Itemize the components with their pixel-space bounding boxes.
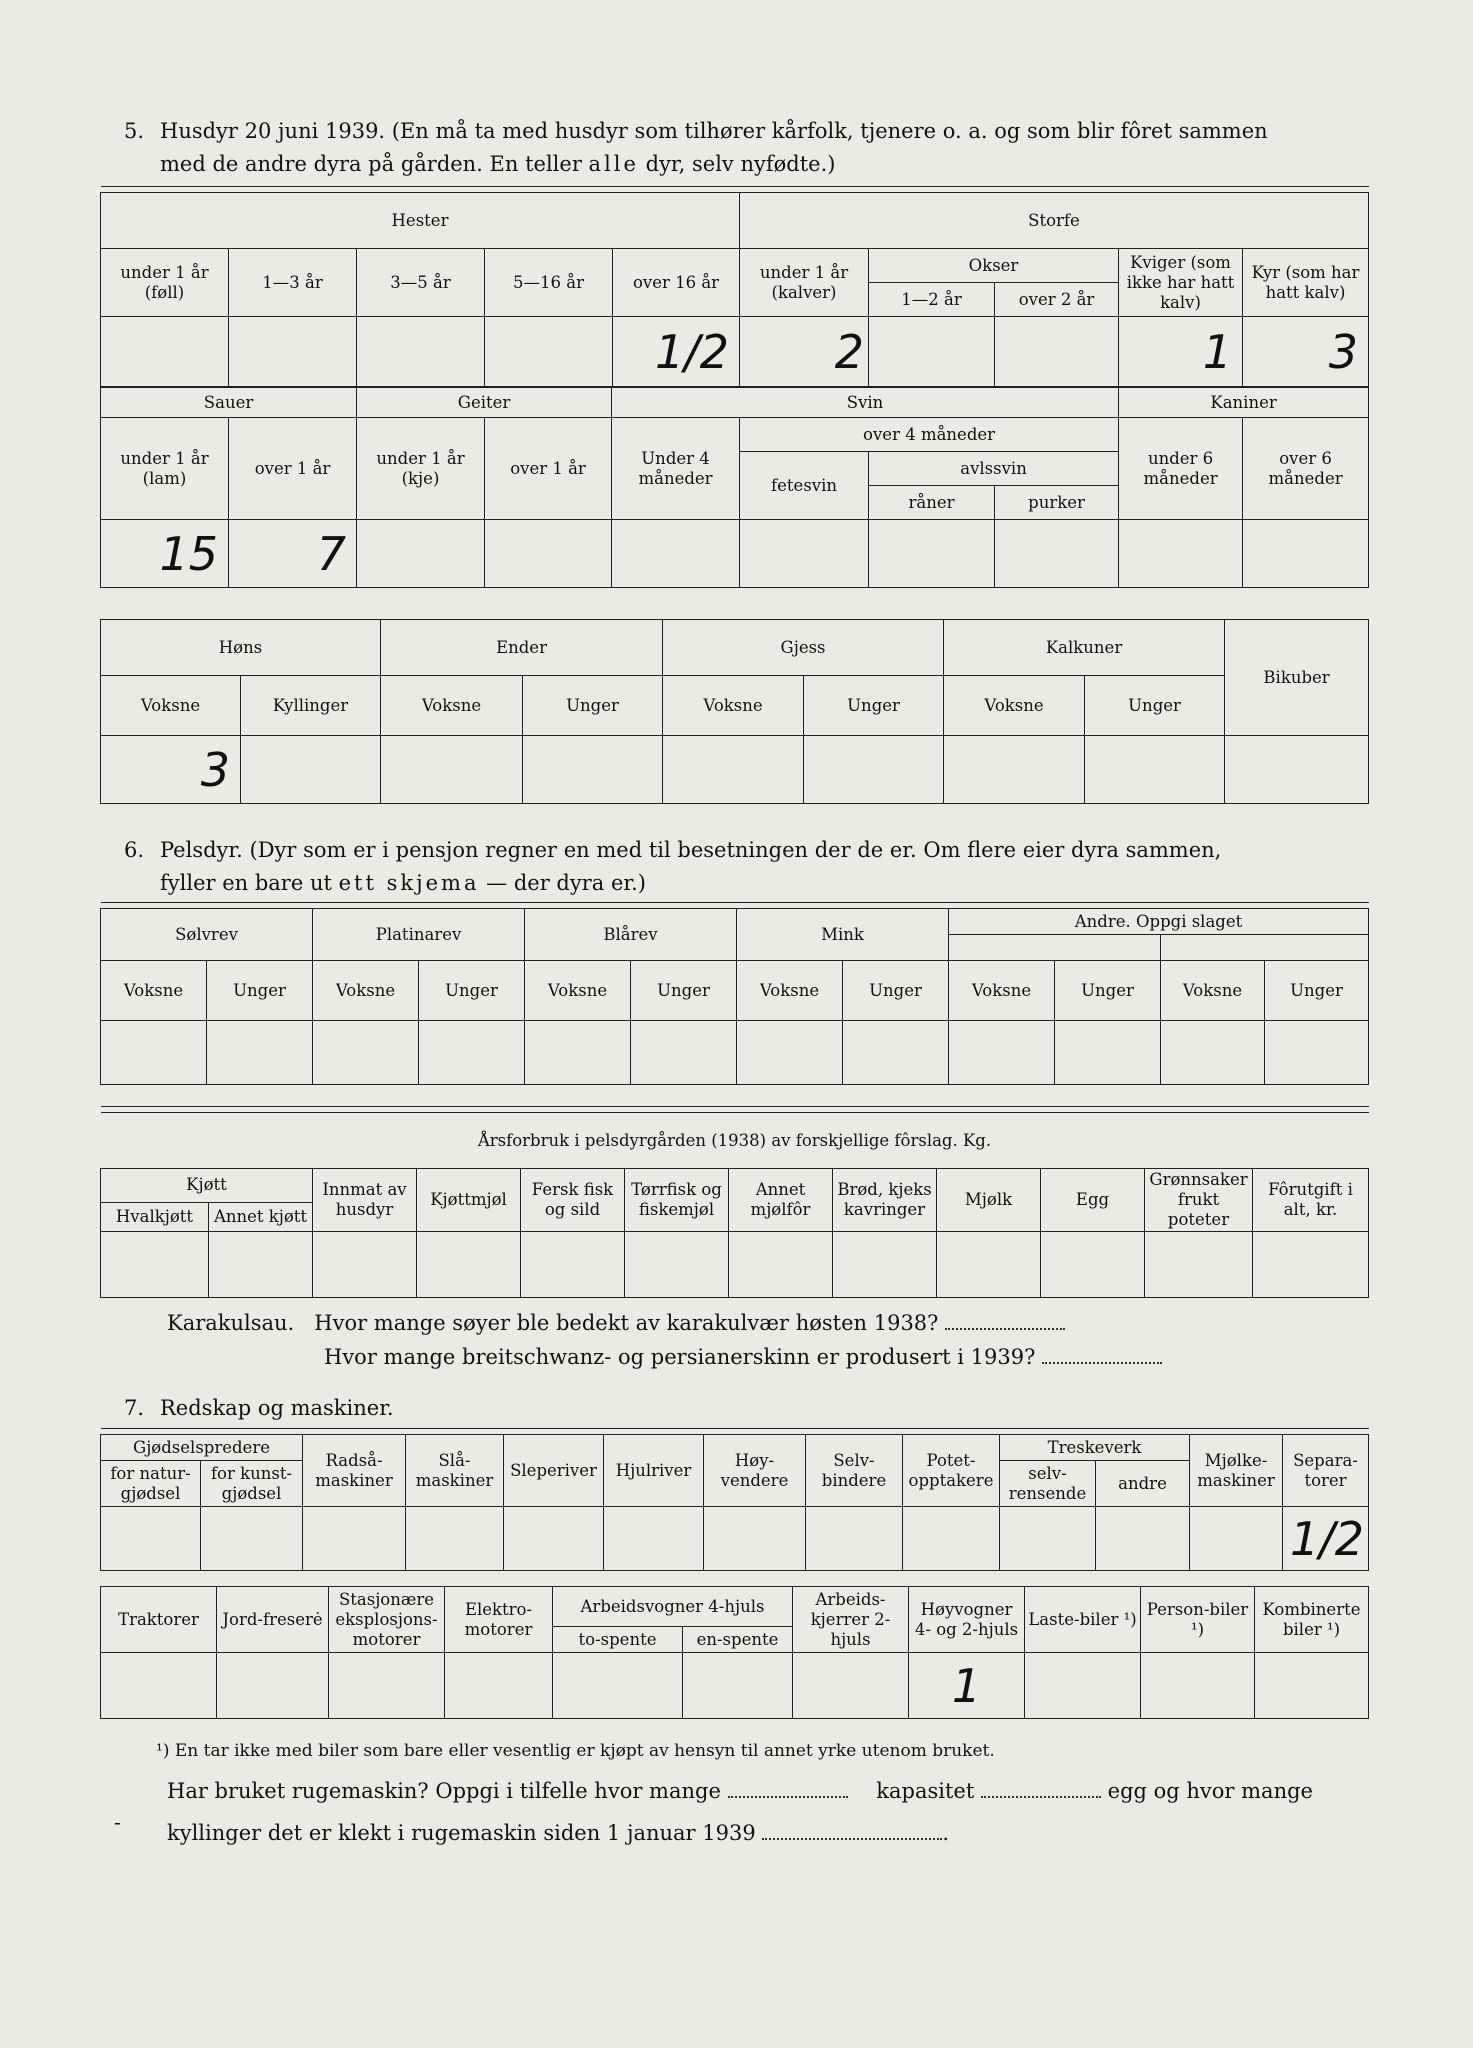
- cell-rabbit-under-6[interactable]: [1119, 520, 1243, 588]
- col-hoyvogner: Høyvogner 4- og 2-hjuls: [909, 1587, 1025, 1653]
- col-slamaskiner: Slå-maskiner: [406, 1435, 504, 1507]
- karakul-answer-1[interactable]: [945, 1314, 1065, 1330]
- col-horse-1-3: 1—3 år: [229, 249, 357, 317]
- cell-equipment[interactable]: [406, 1507, 504, 1571]
- col-goat-over-1: over 1 år: [485, 418, 612, 520]
- col-mink-voksne: Voksne: [737, 961, 843, 1021]
- col-fetesvin: fetesvin: [740, 452, 869, 520]
- col-blarev-voksne: Voksne: [525, 961, 631, 1021]
- header-arbeidsvogner: Arbeidsvogner 4-hjuls: [553, 1587, 793, 1627]
- margin-mark: -: [114, 1810, 121, 1834]
- col-separatorer: Separa-torer: [1283, 1435, 1369, 1507]
- col-annet-kjott: Annet kjøtt: [209, 1202, 313, 1231]
- feed-consumption-table: [100, 1106, 1369, 1298]
- section-6-line2-end: — der dyra er.): [486, 871, 646, 895]
- col-goat-kid: under 1 år (kje): [357, 418, 485, 520]
- cell-kalkuner-voksne[interactable]: [944, 736, 1085, 804]
- cell-equipment[interactable]: [504, 1507, 604, 1571]
- cell-fur[interactable]: [1161, 1021, 1265, 1085]
- header-gjodselspredere: Gjødselspredere: [101, 1435, 303, 1461]
- cell-separatorer[interactable]: 1/2: [1283, 1507, 1369, 1571]
- header-pig-over-4: over 4 måneder: [740, 418, 1119, 452]
- col-kviger: Kviger (som ikke har hatt kalv): [1119, 249, 1243, 317]
- col-horse-5-16: 5—16 år: [485, 249, 613, 317]
- cell-fur[interactable]: [843, 1021, 949, 1085]
- col-gjess-voksne: Voksne: [663, 676, 804, 736]
- cell-equipment[interactable]: [604, 1507, 704, 1571]
- cell-fur[interactable]: [207, 1021, 313, 1085]
- col-elektromotorer: Elektro-motorer: [445, 1587, 553, 1653]
- emphasis-ett-skjema: ett skjema: [338, 871, 480, 895]
- section-number: 5.: [124, 119, 145, 143]
- cell-goat-over-1[interactable]: [485, 520, 612, 588]
- cell-feed[interactable]: [521, 1232, 625, 1298]
- col-sleperiver: Sleperiver: [504, 1435, 604, 1507]
- col-andre1-unger: Unger: [1055, 961, 1161, 1021]
- col-arbeidskjerrer: Arbeids-kjerrer 2-hjuls: [793, 1587, 909, 1653]
- cell-fur[interactable]: [1265, 1021, 1369, 1085]
- col-ender-voksne: Voksne: [381, 676, 523, 736]
- cell-equipment[interactable]: [303, 1507, 406, 1571]
- header-okser: Okser: [869, 249, 1119, 283]
- header-hons: Høns: [101, 620, 381, 676]
- col-natur-gjodsel: for natur-gjødsel: [101, 1461, 201, 1507]
- col-radsamaskiner: Radså-maskiner: [303, 1435, 406, 1507]
- header-solvrev: Sølvrev: [101, 909, 313, 961]
- cell-fur[interactable]: [1055, 1021, 1161, 1085]
- col-tospente: to-spente: [553, 1627, 683, 1653]
- cell-kyr[interactable]: 3: [1243, 317, 1369, 387]
- col-sheep-over-1: over 1 år: [229, 418, 357, 520]
- header-mink: Mink: [737, 909, 949, 961]
- equipment-table: [100, 1428, 1369, 1571]
- col-kalkuner-unger: Unger: [1085, 676, 1225, 736]
- header-sauer: Sauer: [101, 388, 357, 418]
- cell-vehicle[interactable]: [217, 1653, 329, 1719]
- header-andre: Andre. Oppgi slaget: [949, 909, 1369, 935]
- header-storfe: Storfe: [740, 193, 1369, 249]
- cell-pig-under-4[interactable]: [612, 520, 740, 588]
- cell-ender-unger[interactable]: [523, 736, 663, 804]
- col-kjottmjol: Kjøttmjøl: [417, 1169, 521, 1232]
- cell-equipment[interactable]: [1000, 1507, 1096, 1571]
- cell-fur[interactable]: [101, 1021, 207, 1085]
- cell-feed[interactable]: [209, 1232, 313, 1298]
- cell-feed[interactable]: [833, 1232, 937, 1298]
- col-potetopptakere: Potet-opptakere: [903, 1435, 1000, 1507]
- header-platinarev: Platinarev: [313, 909, 525, 961]
- cell-feed[interactable]: [101, 1232, 209, 1298]
- cell-raner[interactable]: [869, 520, 995, 588]
- col-ender-unger: Unger: [523, 676, 663, 736]
- section-5-line2: med de andre dyra på gården. En teller: [160, 152, 582, 176]
- col-kunst-gjodsel: for kunst-gjødsel: [201, 1461, 303, 1507]
- cell-horse-over-16[interactable]: 1/2: [613, 317, 740, 387]
- cell-fur[interactable]: [419, 1021, 525, 1085]
- cell-equipment[interactable]: [806, 1507, 903, 1571]
- col-innmat: Innmat av husdyr: [313, 1169, 417, 1232]
- col-solvrev-voksne: Voksne: [101, 961, 207, 1021]
- col-andre2-unger: Unger: [1265, 961, 1369, 1021]
- col-hons-voksne: Voksne: [101, 676, 241, 736]
- col-jordfreser: Jord-freserė: [217, 1587, 329, 1653]
- cell-vehicle[interactable]: [1141, 1653, 1255, 1719]
- cell-vehicle[interactable]: [445, 1653, 553, 1719]
- cell-vehicle[interactable]: [793, 1653, 909, 1719]
- cell-hons-voksne[interactable]: 3: [101, 736, 241, 804]
- col-selvrensende: selv-rensende: [1000, 1461, 1096, 1507]
- col-hons-kyllinger: Kyllinger: [241, 676, 381, 736]
- karakulsau-label: Karakulsau.: [167, 1311, 295, 1335]
- footnote: ¹) En tar ikke med biler som bare eller vesentlig er kjøpt av hensyn til annet yrke utenom bruket.: [156, 1741, 995, 1761]
- cell-gjess-voksne[interactable]: [663, 736, 804, 804]
- col-cattle-calves: under 1 år (kalver): [740, 249, 869, 317]
- cell-sheep-over-1[interactable]: 7: [229, 520, 357, 588]
- cell-feed[interactable]: [1145, 1232, 1253, 1298]
- section-number: 6.: [124, 838, 145, 862]
- col-torrfisk: Tørrfisk og fiskemjøl: [625, 1169, 729, 1232]
- col-stasjonaere-motorer: Stasjonære eksplosjons-motorer: [329, 1587, 445, 1653]
- cell-horse-3-5[interactable]: [357, 317, 485, 387]
- cell-bikuber[interactable]: [1225, 736, 1369, 804]
- cell-equipment[interactable]: [1190, 1507, 1283, 1571]
- cell-fur[interactable]: [313, 1021, 419, 1085]
- rugemaskin-antall-field[interactable]: [728, 1782, 848, 1798]
- cell-equipment[interactable]: [101, 1507, 201, 1571]
- rugemaskin-text-b: kapasitet: [876, 1779, 975, 1803]
- col-forutgift: Fôrutgift i alt, kr.: [1253, 1169, 1369, 1232]
- col-horse-foal: under 1 år (føll): [101, 249, 229, 317]
- cell-kalkuner-unger[interactable]: [1085, 736, 1225, 804]
- cell-kviger[interactable]: 1: [1119, 317, 1243, 387]
- header-treskeverk: Treskeverk: [1000, 1435, 1190, 1461]
- col-kalkuner-voksne: Voksne: [944, 676, 1085, 736]
- cell-vehicle[interactable]: [553, 1653, 683, 1719]
- karakulsau-questions: [167, 1306, 1367, 1374]
- section-6-line2: fyller en bare ut: [160, 871, 332, 895]
- col-blarev-unger: Unger: [631, 961, 737, 1021]
- cell-fur[interactable]: [631, 1021, 737, 1085]
- col-hoyvendere: Høy-vendere: [704, 1435, 806, 1507]
- section-5-line1: Husdyr 20 juni 1939. (En må ta med husdyr som tilhører kårfolk, tjenere o. a. og som blir fôret sammen: [160, 119, 1268, 143]
- col-enspente: en-spente: [683, 1627, 793, 1653]
- cell-vehicle[interactable]: [329, 1653, 445, 1719]
- col-raner: råner: [869, 486, 995, 520]
- header-bikuber: Bikuber: [1225, 620, 1369, 736]
- col-pig-under-4: Under 4 måneder: [612, 418, 740, 520]
- header-kjott: Kjøtt: [101, 1169, 313, 1203]
- cell-goat-kid[interactable]: [357, 520, 485, 588]
- col-egg: Egg: [1041, 1169, 1145, 1232]
- col-solvrev-unger: Unger: [207, 961, 313, 1021]
- col-purker: purker: [995, 486, 1119, 520]
- cell-purker[interactable]: [995, 520, 1119, 588]
- section-6-heading: [124, 834, 1374, 900]
- cell-sheep-lamb[interactable]: 15: [101, 520, 229, 588]
- cell-vehicle[interactable]: [1025, 1653, 1141, 1719]
- col-platinarev-voksne: Voksne: [313, 961, 419, 1021]
- col-mjolk: Mjølk: [937, 1169, 1041, 1232]
- cell-horse-foal[interactable]: [101, 317, 229, 387]
- cell-horse-1-3[interactable]: [229, 317, 357, 387]
- cell-hoyvogner[interactable]: 1: [909, 1653, 1025, 1719]
- rugemaskin-kapasitet-field[interactable]: [981, 1782, 1101, 1798]
- header-gjess: Gjess: [663, 620, 944, 676]
- col-platinarev-unger: Unger: [419, 961, 525, 1021]
- col-sheep-lamb: under 1 år (lam): [101, 418, 229, 520]
- header-kalkuner: Kalkuner: [944, 620, 1225, 676]
- cell-fur[interactable]: [737, 1021, 843, 1085]
- section-7-title: Redskap og maskiner.: [160, 1396, 394, 1420]
- col-horse-over-16: over 16 år: [613, 249, 740, 317]
- vehicles-table: [100, 1586, 1369, 1719]
- col-mjolkemaskiner: Mjølke-maskiner: [1190, 1435, 1283, 1507]
- cell-ender-voksne[interactable]: [381, 736, 523, 804]
- cell-okser-over-2[interactable]: [995, 317, 1119, 387]
- cell-fur[interactable]: [525, 1021, 631, 1085]
- col-okser-over-2: over 2 år: [995, 283, 1119, 317]
- andre-slag-2[interactable]: [1161, 935, 1369, 961]
- header-hester: Hester: [101, 193, 740, 249]
- col-kyr: Kyr (som har hatt kalv): [1243, 249, 1369, 317]
- cell-fetesvin[interactable]: [740, 520, 869, 588]
- karakul-question-1: Hvor mange søyer ble bedekt av karakulvær høsten 1938?: [314, 1311, 939, 1335]
- livestock-table-horses-cattle: [100, 186, 1369, 387]
- cell-equipment[interactable]: [201, 1507, 303, 1571]
- col-treske-andre: andre: [1096, 1461, 1190, 1507]
- col-lastebiler: Laste-biler ¹): [1025, 1587, 1141, 1653]
- cell-feed[interactable]: [1041, 1232, 1145, 1298]
- header-svin: Svin: [612, 388, 1119, 418]
- cell-feed[interactable]: [937, 1232, 1041, 1298]
- header-kaniner: Kaniner: [1119, 388, 1369, 418]
- header-avlssvin: avlssvin: [869, 452, 1119, 486]
- col-horse-3-5: 3—5 år: [357, 249, 485, 317]
- col-fersk-fisk: Fersk fisk og sild: [521, 1169, 625, 1232]
- col-rabbit-over-6: over 6 måneder: [1243, 418, 1369, 520]
- section-7-heading: [124, 1392, 394, 1425]
- cell-hons-kyllinger[interactable]: [241, 736, 381, 804]
- cell-feed[interactable]: [729, 1232, 833, 1298]
- emphasis-alle: alle: [588, 152, 639, 176]
- karakul-question-2: Hvor mange breitschwanz- og persianerskinn er produsert i 1939?: [324, 1345, 1036, 1369]
- col-gjess-unger: Unger: [804, 676, 944, 736]
- fur-animals-table: [100, 902, 1369, 1085]
- col-personbiler: Person-biler ¹): [1141, 1587, 1255, 1653]
- cell-vehicle[interactable]: [683, 1653, 793, 1719]
- cell-fur[interactable]: [949, 1021, 1055, 1085]
- cell-feed[interactable]: [1253, 1232, 1369, 1298]
- col-mink-unger: Unger: [843, 961, 949, 1021]
- col-selvbindere: Selv-bindere: [806, 1435, 903, 1507]
- cell-feed[interactable]: [625, 1232, 729, 1298]
- section-6-line1: Pelsdyr. (Dyr som er i pensjon regner en med til besetningen der de er. Om flere eier dyra sammen,: [160, 838, 1222, 862]
- col-andre1-voksne: Voksne: [949, 961, 1055, 1021]
- cell-cattle-calves[interactable]: 2: [740, 317, 869, 387]
- cell-equipment[interactable]: [704, 1507, 806, 1571]
- cell-gjess-unger[interactable]: [804, 736, 944, 804]
- col-gronnsaker: Grønnsaker frukt poteter: [1145, 1169, 1253, 1232]
- cell-feed[interactable]: [417, 1232, 521, 1298]
- karakul-answer-2[interactable]: [1042, 1348, 1162, 1364]
- cell-equipment[interactable]: [903, 1507, 1000, 1571]
- header-geiter: Geiter: [357, 388, 612, 418]
- cell-okser-1-2[interactable]: [869, 317, 995, 387]
- poultry-table: [100, 619, 1369, 804]
- rugemaskin-text-d: kyllinger det er klekt i rugemaskin siden 1 januar 1939: [167, 1821, 756, 1845]
- col-annet-mjolfor: Annet mjølfôr: [729, 1169, 833, 1232]
- col-hvalkjott: Hvalkjøtt: [101, 1202, 209, 1231]
- cell-equipment[interactable]: [1096, 1507, 1190, 1571]
- section-5-heading: [124, 115, 1374, 181]
- col-okser-1-2: 1—2 år: [869, 283, 995, 317]
- col-traktorer: Traktorer: [101, 1587, 217, 1653]
- cell-feed[interactable]: [313, 1232, 417, 1298]
- header-ender: Ender: [381, 620, 663, 676]
- section-number: 7.: [124, 1396, 145, 1420]
- section-5-line2-end: dyr, selv nyfødte.): [645, 152, 836, 176]
- cell-horse-5-16[interactable]: [485, 317, 613, 387]
- rugemaskin-question: Har bruket rugemaskin? Oppgi i tilfelle hvor mange kapasitet egg og hvor mange kyllinger det er klekt i rugemaskin siden 1 januar 1939 .: [167, 1779, 1313, 1845]
- rugemaskin-text-c: egg og hvor mange: [1107, 1779, 1313, 1803]
- rugemaskin-text-a: Har bruket rugemaskin? Oppgi i tilfelle hvor mange: [167, 1779, 721, 1803]
- col-andre2-voksne: Voksne: [1161, 961, 1265, 1021]
- andre-slag-1[interactable]: [949, 935, 1161, 961]
- rugemaskin-kyllinger-field[interactable]: [762, 1824, 942, 1840]
- cell-vehicle[interactable]: [1255, 1653, 1369, 1719]
- header-blarev: Blårev: [525, 909, 737, 961]
- feed-table-title: Årsforbruk i pelsdyrgården (1938) av forskjellige fôrslag. Kg.: [101, 1113, 1369, 1169]
- col-brod: Brød, kjeks kavringer: [833, 1169, 937, 1232]
- livestock-table-sheep-goats-pigs: [100, 387, 1369, 588]
- col-kombinerte-biler: Kombinerte biler ¹): [1255, 1587, 1369, 1653]
- cell-vehicle[interactable]: [101, 1653, 217, 1719]
- col-hjulriver: Hjulriver: [604, 1435, 704, 1507]
- cell-rabbit-over-6[interactable]: [1243, 520, 1369, 588]
- col-rabbit-under-6: under 6 måneder: [1119, 418, 1243, 520]
